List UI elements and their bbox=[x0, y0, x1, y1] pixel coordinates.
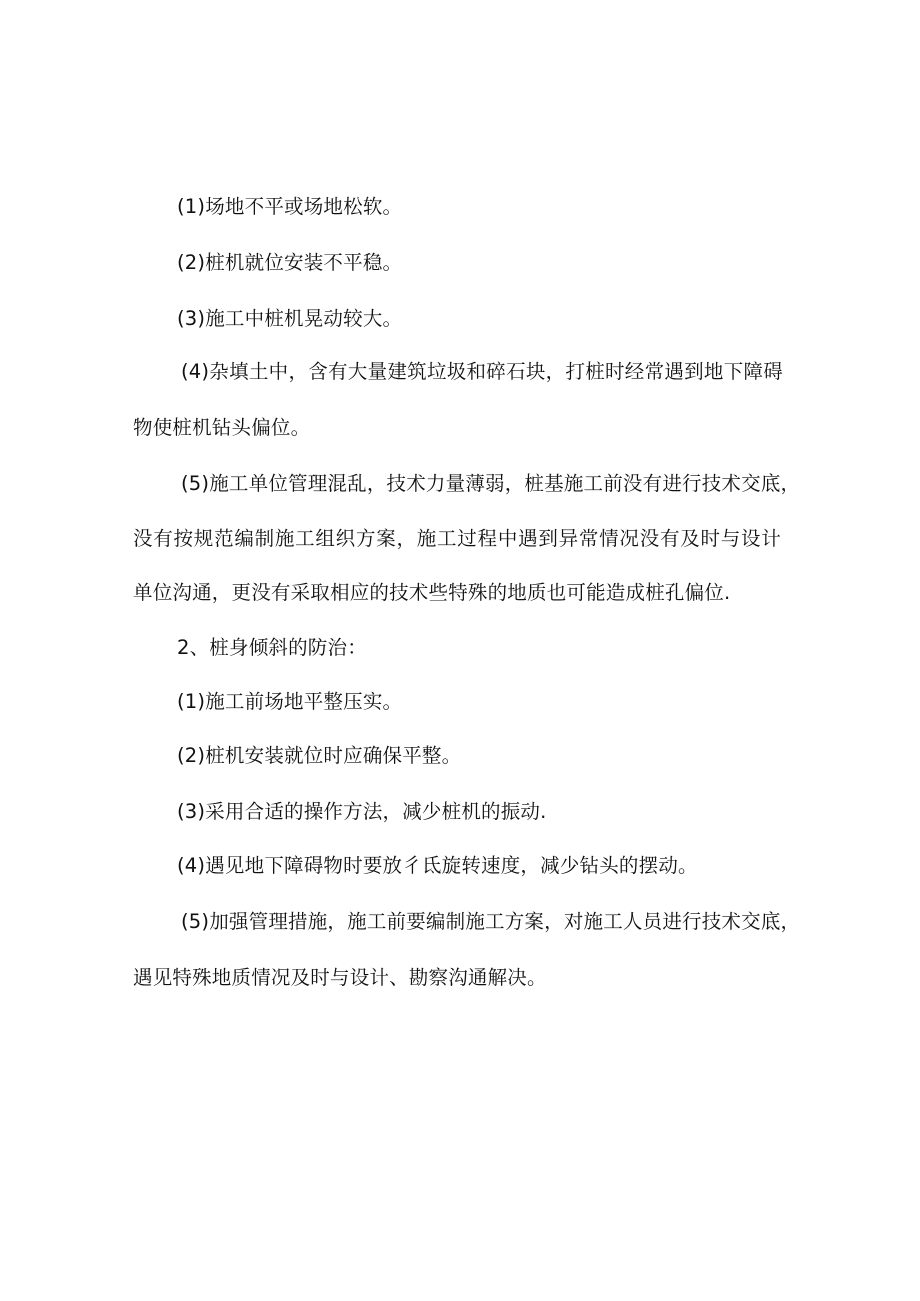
text-line: (4)杂填土中，含有大量建筑垃圾和碎石块，打桩时经常遇到地下障碍 bbox=[181, 360, 783, 383]
text-line: (4)遇见地下障碍物时要放彳氐旋转速度，减少钻头的摆动。 bbox=[177, 854, 698, 877]
section-heading: 2、桩身倾斜的防治： bbox=[177, 636, 367, 659]
text-line: 单位沟通，更没有采取相应的技术些特殊的地质也可能造成桩孔偏位. bbox=[133, 581, 731, 604]
text-line: (3)施工中桩机晃动较大。 bbox=[177, 307, 403, 330]
text-line: (2)桩机安装就位时应确保平整。 bbox=[177, 744, 462, 767]
text-line: (2)桩机就位安装不平稳。 bbox=[177, 251, 403, 274]
text-line: (5)施工单位管理混乱，技术力量薄弱，桩基施工前没有进行技术交底， bbox=[181, 472, 801, 495]
text-line: 没有按规范编制施工组织方案，施工过程中遇到异常情况没有及时与设计 bbox=[133, 527, 781, 550]
text-line: 物使桩机钻头偏位。 bbox=[133, 416, 311, 439]
text-line: (1)施工前场地平整压实。 bbox=[177, 690, 403, 713]
text-line: 遇见特殊地质情况及时与设计、勘察沟通解决。 bbox=[133, 966, 547, 989]
text-line: (5)加强管理措施，施工前要编制施工方案，对施工人员进行技术交底， bbox=[181, 910, 801, 933]
text-line: (3)采用合适的操作方法，减少桩机的振动. bbox=[177, 800, 547, 823]
text-line: (1)场地不平或场地松软。 bbox=[177, 195, 403, 218]
